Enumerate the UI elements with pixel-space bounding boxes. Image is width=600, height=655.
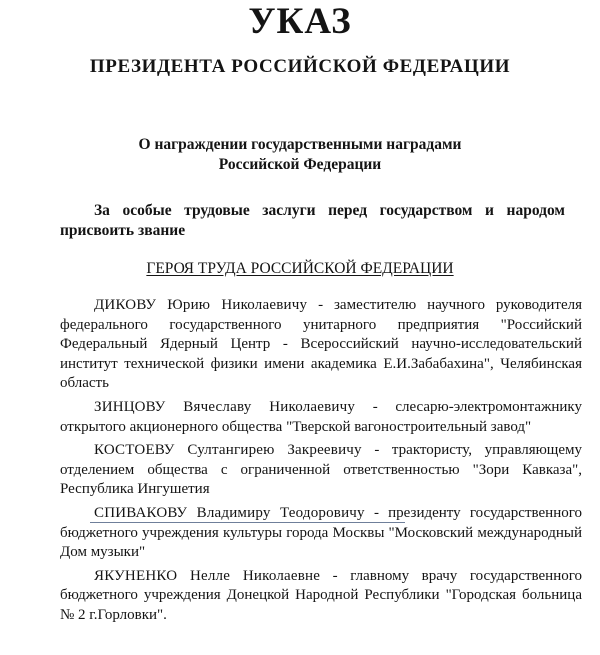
recipient-name: СПИВАКОВУ Владимиру Теодоровичу [94, 504, 365, 521]
recipient-item [60, 441, 582, 500]
recipient-item [60, 398, 582, 437]
recipient-name: КОСТОЕВУ Султангирею Закреевичу [94, 442, 362, 459]
recipient-description: - заместителю научного руководителя федерального государственного унитарного предприятия "Российский Федеральный Ядерный Центр - Всероссийский научно-исследовательский институт технической физики имени академика Е.И.Забабахина", Челябинская область [60, 297, 582, 392]
document-title: УКАЗ [248, 1, 352, 42]
recipient-description: - трактористу, управляющему отделением общества с ограниченной ответственностью "Зори Кавказа", Республика Ингушетия [60, 442, 583, 498]
document-subtitle: ПРЕЗИДЕНТА РОССИЙСКОЙ ФЕДЕРАЦИИ [89, 56, 511, 77]
recipient-description: - слесарю-электромонтажнику открытого акционерного общества "Тверской вагоностроительный завод" [60, 398, 582, 435]
decree-topic-line-2: Российской Федерации [218, 156, 382, 173]
recipient-item [60, 296, 582, 394]
decree-topic-line-1: О награждении государственными наградами [138, 136, 462, 153]
recipient-name: ЗИНЦОВУ Вячеславу Николаевичу [94, 398, 356, 415]
decree-statement [60, 201, 565, 241]
award-title-text: ГЕРОЯ ТРУДА РОССИЙСКОЙ ФЕДЕРАЦИИ [146, 260, 454, 277]
decree-topic [0, 135, 600, 175]
recipient-list [60, 296, 582, 630]
recipient-item [60, 567, 582, 626]
recipient-name: ЯКУНЕНКО Нелле Николаевне [94, 567, 321, 584]
award-title [0, 259, 600, 279]
decree-statement-line-2: присвоить звание [60, 222, 186, 239]
recipient-description: - президенту государственного бюджетного учреждения культуры города Москвы "Московский международный Дом музыки" [60, 504, 583, 561]
decree-statement-line-1: За особые трудовые заслуги перед государством и народом [94, 202, 565, 219]
recipient-name: ДИКОВУ Юрию Николаевичу [94, 297, 308, 313]
recipient-item [60, 504, 582, 563]
recipient-description: - главному врачу государственного бюджетного учреждения Донецкой Народной Республики "Городская больница № 2 г.Горловки". [60, 567, 583, 623]
